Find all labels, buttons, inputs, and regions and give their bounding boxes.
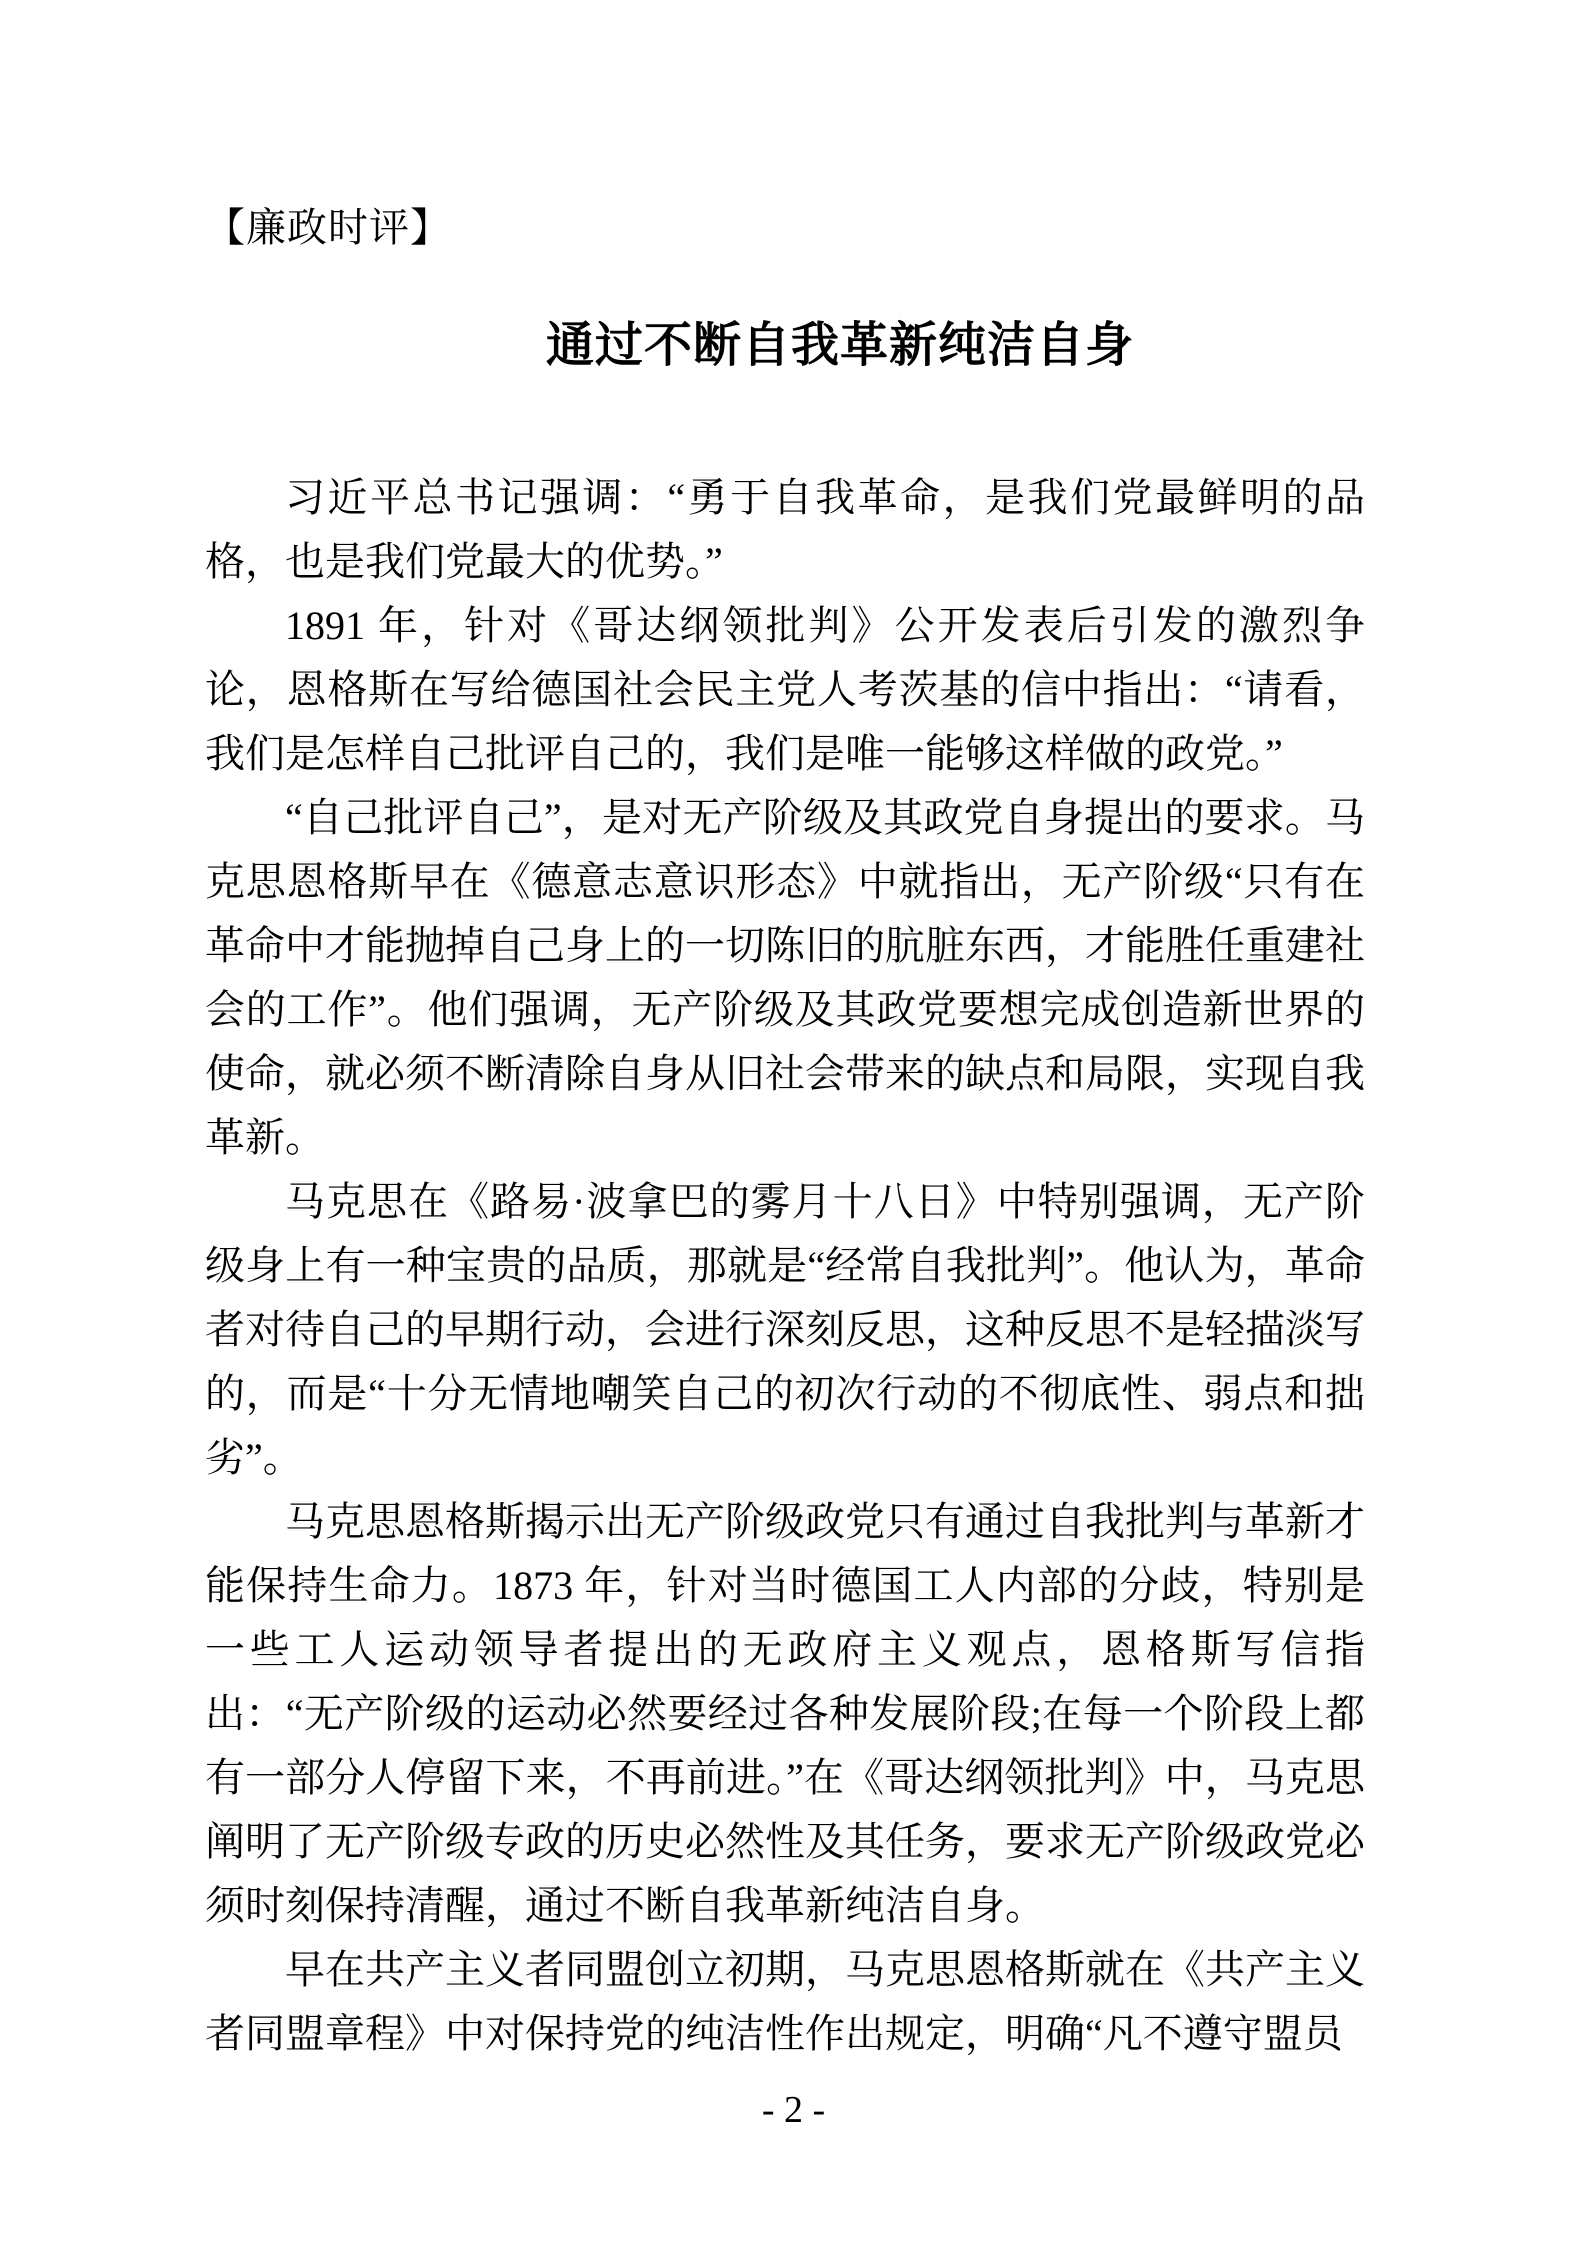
- paragraph-6: 早在共产主义者同盟创立初期，马克思恩格斯就在《共产主义者同盟章程》中对保持党的纯洁性作出规定，明确“凡不遵守盟员: [205, 1947, 1365, 2056]
- paragraph-4: 马克思在《路易·波拿巴的雾月十八日》中特别强调，无产阶级身上有一种宝贵的品质，那就是“经常自我批判”。他认为，革命者对待自己的早期行动，会进行深刻反思，这种反思不是轻描淡写的，而是“十分无情地嘲笑自己的初次行动的不彻底性、弱点和拙劣”。: [205, 1179, 1365, 1480]
- paragraph-3: “自己批评自己”，是对无产阶级及其政党自身提出的要求。马克思恩格斯早在《德意志意识形态》中就指出，无产阶级“只有在革命中才能抛掉自己身上的一切陈旧的肮脏东西，才能胜任重建社会的工作”。他们强调，无产阶级及其政党要想完成创造新世界的使命，就必须不断清除自身从旧社会带来的缺点和局限，实现自我革新。: [205, 795, 1365, 1160]
- document-body: [205, 466, 1365, 2066]
- paragraph-2: 1891 年，针对《哥达纲领批判》公开发表后引发的激烈争论，恩格斯在写给德国社会民主党人考茨基的信中指出：“请看，我们是怎样自己批评自己的，我们是唯一能够这样做的政党。”: [205, 603, 1365, 776]
- section-tag: 【廉政时评】: [205, 205, 451, 250]
- page-number: - 2 -: [761, 2089, 826, 2131]
- paragraph-1: 习近平总书记强调：“勇于自我革命，是我们党最鲜明的品格，也是我们党最大的优势。”: [205, 475, 1365, 584]
- paragraph-5: 马克思恩格斯揭示出无产阶级政党只有通过自我批判与革新才能保持生命力。1873 年，针对当时德国工人内部的分歧，特别是一些工人运动领导者提出的无政府主义观点，恩格斯写信指出：“无产阶级的运动必然要经过各种发展阶段;在每一个阶段上都有一部分人停留下来，不再前进。”在《哥达纲领批判》中，马克思阐明了无产阶级专政的历史必然性及其任务，要求无产阶级政党必须时刻保持清醒，通过不断自我革新纯洁自身。: [205, 1499, 1365, 1928]
- page-title: 通过不断自我革新纯洁自身: [545, 319, 1134, 372]
